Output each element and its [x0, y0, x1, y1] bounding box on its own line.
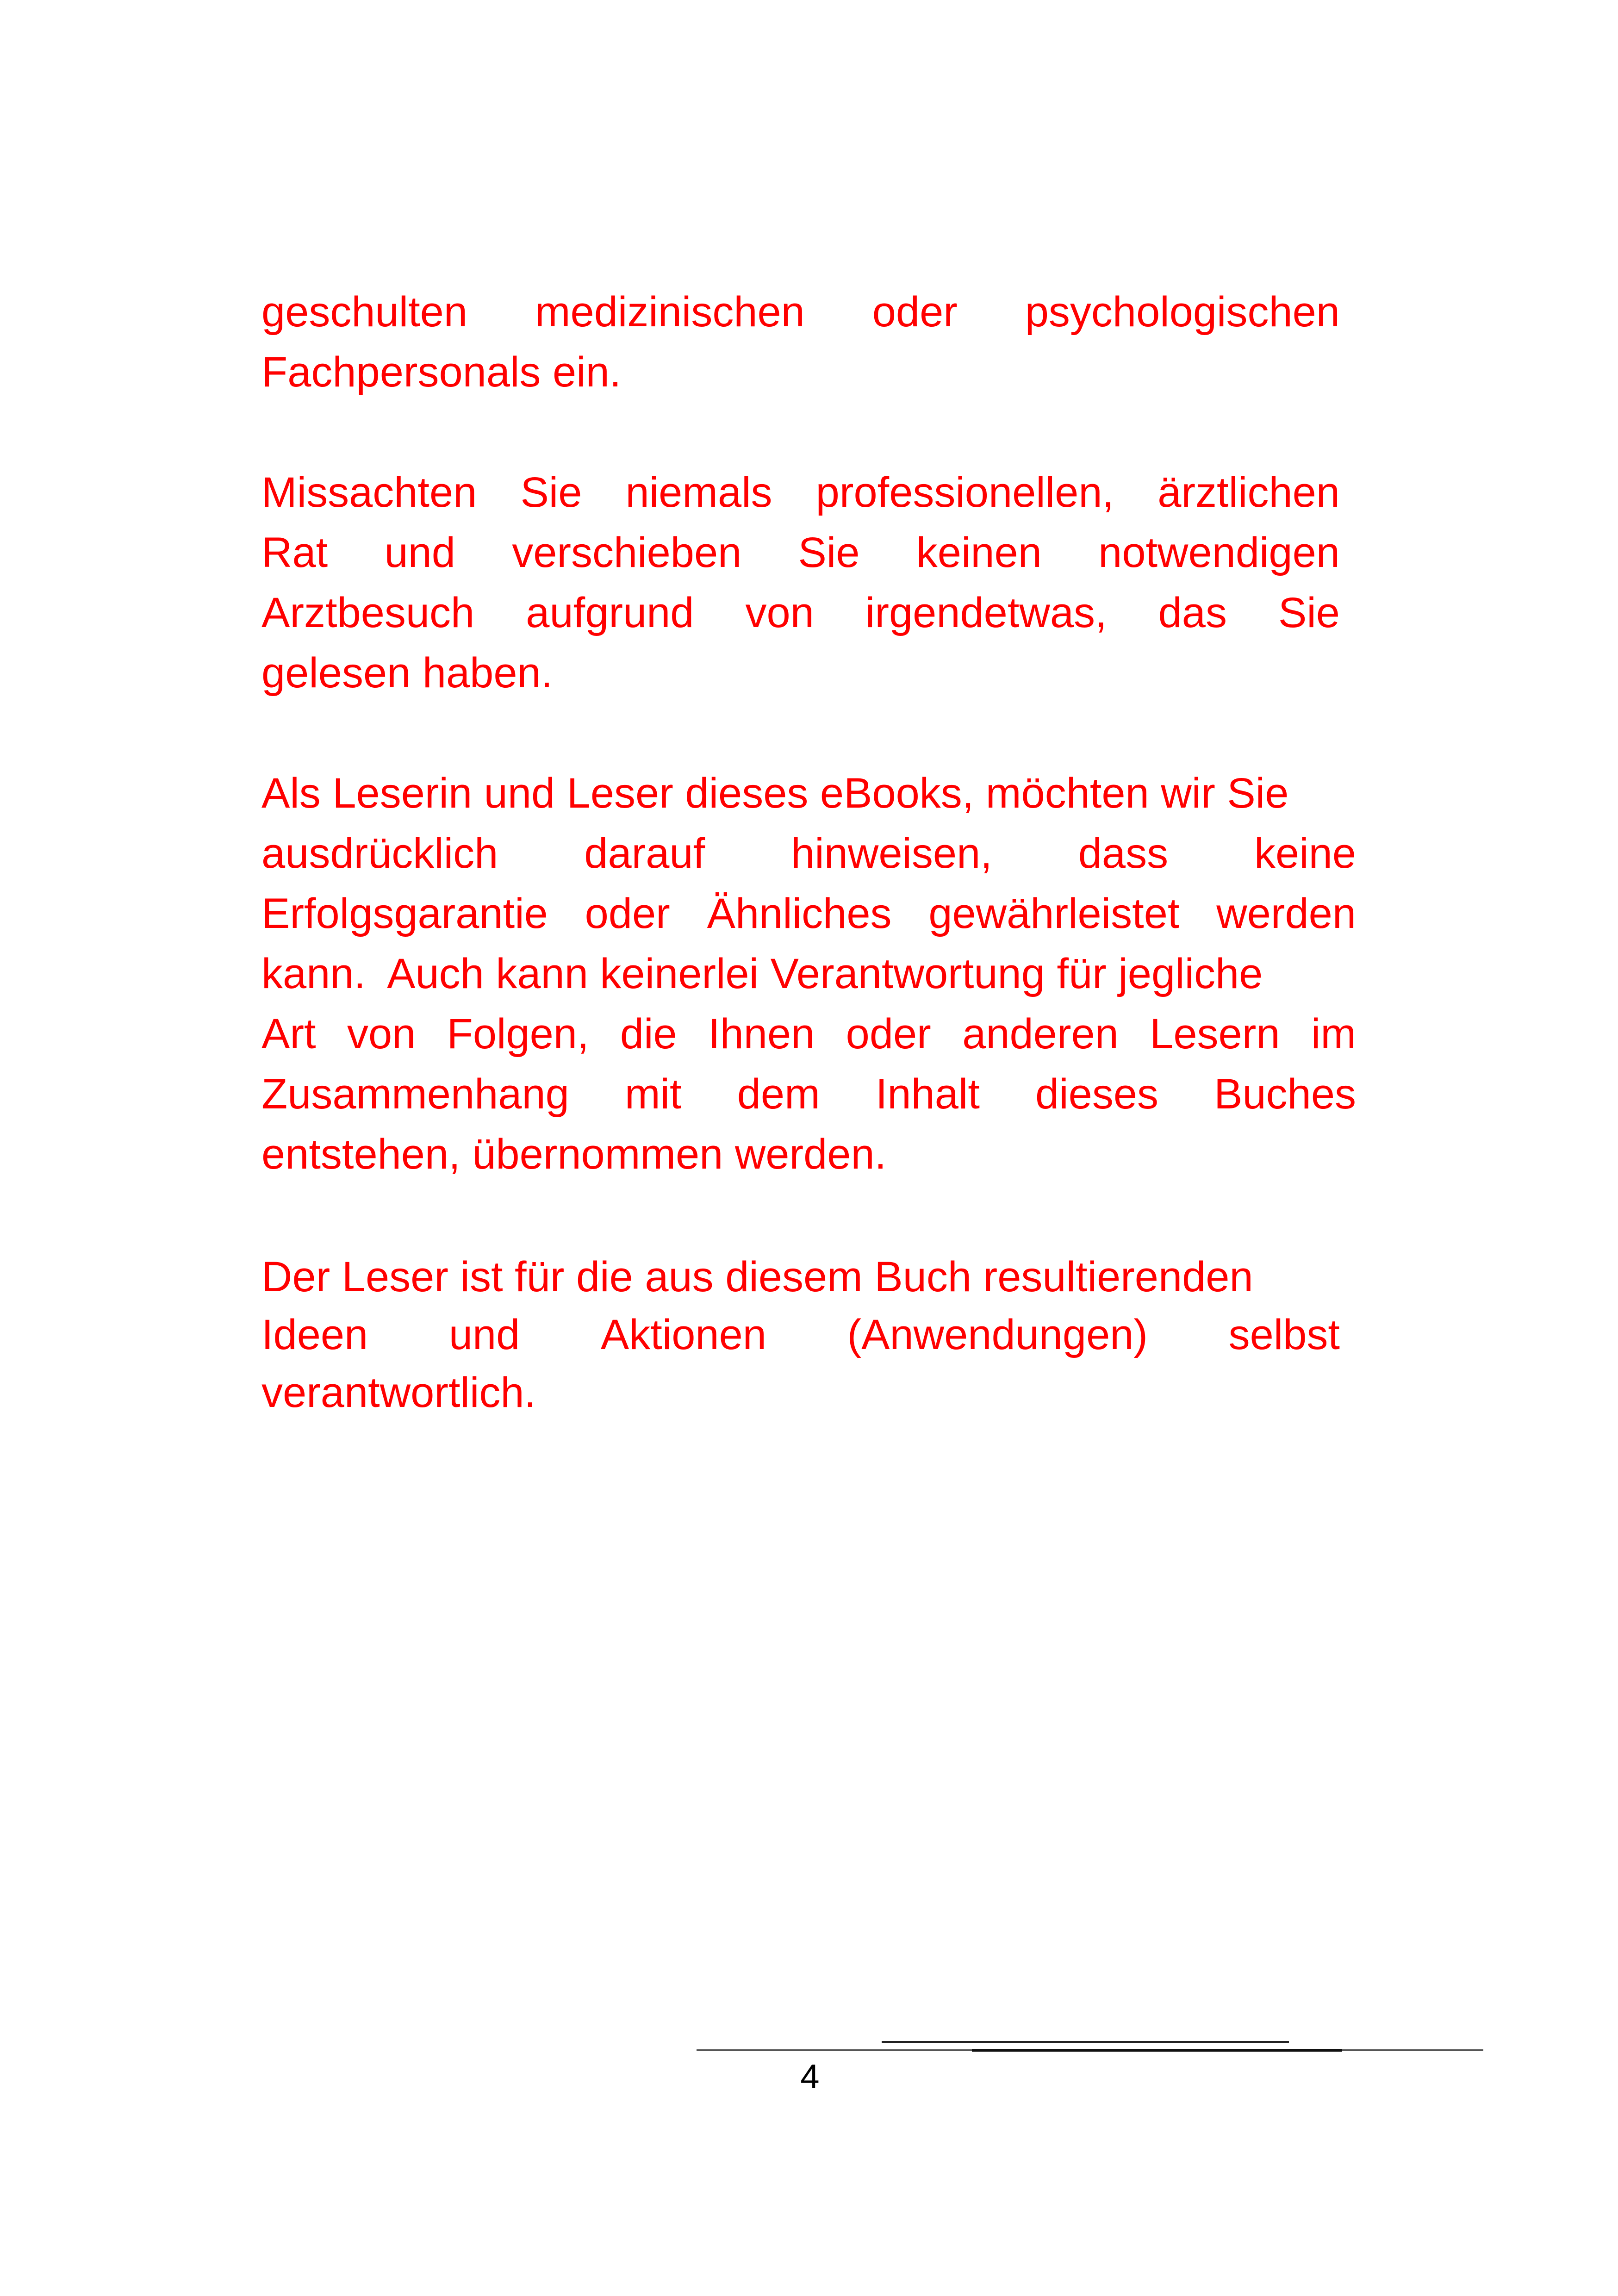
paragraph-3-line-6 — [261, 1070, 1356, 1118]
word: (Anwendungen) — [847, 1311, 1148, 1358]
paragraph-3-line-5 — [261, 1010, 1356, 1058]
word: niemals — [625, 469, 772, 516]
word: Lesern — [1150, 1010, 1280, 1058]
word: psychologischen — [1025, 288, 1340, 336]
word: und — [448, 1311, 520, 1358]
word: Art — [261, 1010, 316, 1058]
word: dem — [737, 1070, 820, 1118]
word: von — [347, 1010, 416, 1058]
paragraph-2-line-3 — [261, 591, 1340, 634]
word: geschulten — [261, 288, 467, 336]
word: Aktionen — [600, 1311, 766, 1358]
word: von — [745, 589, 814, 636]
word: werden — [1216, 890, 1356, 937]
word: Missachten — [261, 469, 477, 516]
word: oder — [872, 288, 958, 336]
word: keinen — [916, 529, 1042, 576]
word: gewährleistet — [928, 890, 1180, 937]
paragraph-1-line-1 — [261, 288, 1340, 336]
word: Rat — [261, 529, 328, 576]
word: oder — [585, 890, 670, 937]
word: Arztbesuch — [261, 589, 475, 636]
word: anderen — [962, 1010, 1119, 1058]
word: ärztlichen — [1157, 469, 1340, 516]
word: keine — [1254, 830, 1356, 877]
paragraph-4-line-1: Der Leser ist für die aus diesem Buch resultierenden — [261, 1253, 1253, 1300]
word: Folgen, — [447, 1010, 589, 1058]
word: darauf — [584, 830, 705, 877]
paragraph-3-line-3 — [261, 892, 1356, 935]
paragraph-3-line-4: kann. Auch kann keinerlei Verantwortung für jegliche — [261, 950, 1263, 997]
word: Zusammenhang — [261, 1070, 569, 1118]
footer-rule-upper — [882, 2041, 1289, 2043]
word: Sie — [1278, 589, 1340, 636]
paragraph-3-line-7: entstehen, übernommen werden. — [261, 1131, 887, 1178]
footer-rule-lower-bold — [972, 2049, 1342, 2052]
word: verschieben — [512, 529, 742, 576]
word: professionellen, — [815, 469, 1114, 516]
word: mit — [624, 1070, 682, 1118]
paragraph-3-line-2 — [261, 832, 1356, 875]
paragraph-4-line-3: verantwortlich. — [261, 1369, 536, 1416]
paragraph-4-line-2 — [261, 1313, 1340, 1356]
word: Ähnliches — [707, 890, 892, 937]
word: hinweisen, — [791, 830, 992, 877]
paragraph-2-line-4: gelesen haben. — [261, 649, 553, 697]
word: die — [620, 1010, 677, 1058]
word: selbst — [1228, 1311, 1340, 1358]
word: ausdrücklich — [261, 830, 498, 877]
word: Buches — [1214, 1070, 1356, 1118]
word: Ideen — [261, 1311, 368, 1358]
paragraph-3-line-1: Als Leserin und Leser dieses eBooks, möchten wir Sie — [261, 770, 1289, 817]
word: Ihnen — [708, 1010, 815, 1058]
word: und — [384, 529, 455, 576]
paragraph-1-line-2: Fachpersonals ein. — [261, 348, 622, 396]
word: im — [1311, 1010, 1356, 1058]
word: medizinischen — [535, 288, 805, 336]
word: irgendetwas, — [865, 589, 1107, 636]
word: Erfolgsgarantie — [261, 890, 548, 937]
word: dass — [1078, 830, 1169, 877]
word: dieses — [1035, 1070, 1158, 1118]
paragraph-2-line-2 — [261, 531, 1340, 574]
word: das — [1158, 589, 1227, 636]
word: notwendigen — [1098, 529, 1340, 576]
word: Sie — [798, 529, 860, 576]
word: Sie — [520, 469, 582, 516]
word: Inhalt — [875, 1070, 980, 1118]
page-number: 4 — [800, 2057, 820, 2096]
word: aufgrund — [526, 589, 694, 636]
word: oder — [846, 1010, 931, 1058]
paragraph-2-line-1 — [261, 471, 1340, 514]
